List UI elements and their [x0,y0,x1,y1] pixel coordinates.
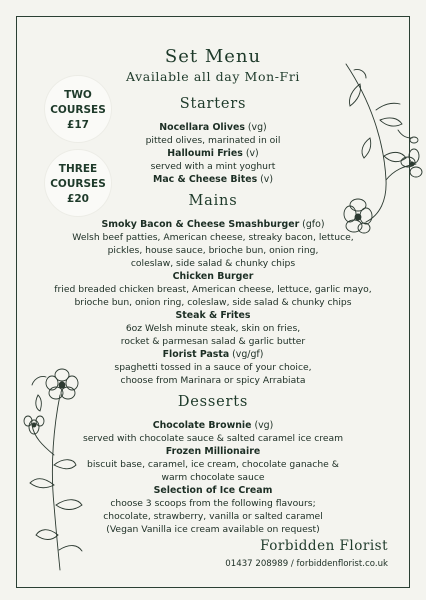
dish-name: Chocolate Brownie (vg) [152,420,274,431]
badge-price: £20 [67,193,89,205]
badge-line: THREE [58,163,98,175]
dish-description: rocket & parmesan salad & garlic butter [120,336,306,347]
dish-name: Halloumi Fries (v) [167,148,259,159]
dish-description: warm chocolate sauce [161,472,265,483]
badge-line: COURSES [50,178,106,190]
dish-description: Welsh beef patties, American cheese, streaky bacon, lettuce, [72,232,354,243]
starters-heading: Starters [179,96,247,112]
badge-line: TWO [64,89,92,101]
brand-name: Forbidden Florist [260,538,388,554]
dish-name: Frozen Millionaire [165,446,261,457]
dish-name: Smoky Bacon & Cheese Smashburger (gfo) [101,219,325,230]
desserts-heading: Desserts [177,394,249,410]
dish-description: coleslaw, side salad & chunky chips [130,258,296,269]
mains-heading: Mains [188,193,238,209]
dish-name: Steak & Frites [175,310,251,321]
menu-subtitle: Available all day Mon-Fri [125,69,300,84]
dish-description: fried breaded chicken breast, American cheese, lettuce, garlic mayo, [54,284,372,295]
badge-price: £17 [67,119,89,131]
dish-description: choose from Marinara or spicy Arrabiata [120,375,306,386]
dish-description: pickles, house sauce, brioche bun, onion ring, [107,245,319,256]
dish-name: Florist Pasta (vg/gf) [162,349,264,360]
dish-description: choose 3 scoops from the following flavours; [110,498,316,509]
dish-name: Mac & Cheese Bites (v) [152,174,273,185]
dish-name: Selection of Ice Cream [153,485,273,496]
dish-description: biscuit base, caramel, ice cream, chocolate ganache & [87,459,339,470]
badge-line: COURSES [50,104,106,116]
dish-description: served with chocolate sauce & salted caramel ice cream [82,433,344,444]
menu-title: Set Menu [164,46,262,67]
contact-details: 01437 208989 / forbiddenflorist.co.uk [225,559,388,569]
dish-description: spaghetti tossed in a sauce of your choice, [114,362,312,373]
dish-description: 6oz Welsh minute steak, skin on fries, [125,323,301,334]
dish-description: pitted olives, marinated in oil [145,135,281,146]
dish-description: (Vegan Vanilla ice cream available on request) [106,524,320,535]
dish-description: served with a mint yoghurt [150,161,276,172]
dish-description: chocolate, strawberry, vanilla or salted caramel [103,511,323,522]
dish-description: brioche bun, onion ring, coleslaw, side salad & chunky chips [74,297,352,308]
dish-name: Nocellara Olives (vg) [159,122,267,133]
dish-name: Chicken Burger [172,271,254,282]
